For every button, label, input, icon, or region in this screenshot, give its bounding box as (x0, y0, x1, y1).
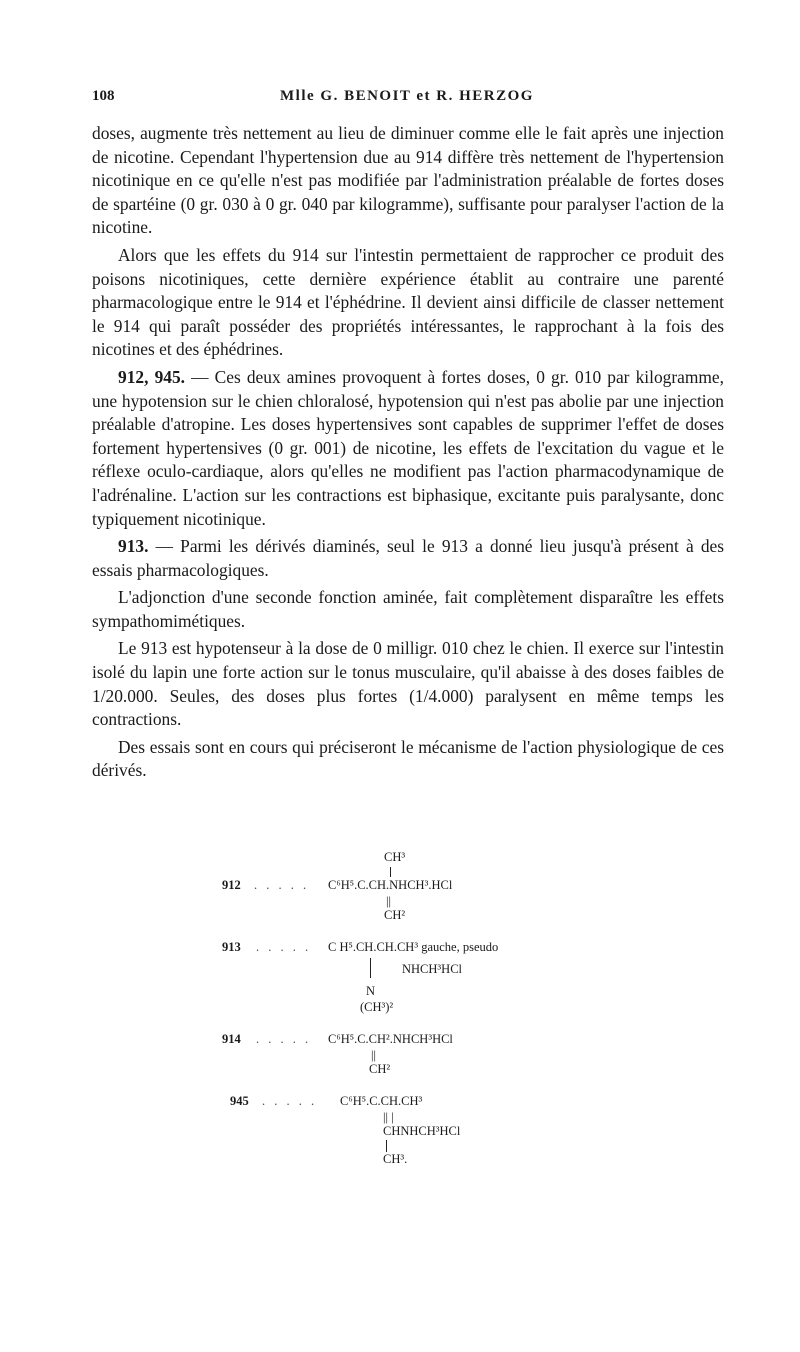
formula-912-label: 912 (222, 878, 241, 892)
leader-dots: . . . . . (254, 878, 310, 892)
running-title-authors: Mlle G. BENOIT et R. HERZOG (280, 88, 534, 104)
paragraph-913: 913. — Parmi les dérivés diaminés, seul le 913 a donné lieu jusqu'à présent à des essais pharmacologiques. (92, 536, 724, 580)
formula-914-ch2: CH² (369, 1062, 391, 1076)
paragraph: L'adjonction d'une seconde fonction aminée, fait complètement disparaître les effets sympathomimétiques. (92, 587, 724, 631)
formula-914-double-bond: || (371, 1048, 377, 1062)
formula-913-main: C H⁵.CH.CH.CH³ gauche, pseudo (328, 940, 499, 954)
formula-914-main: C⁶H⁵.C.CH².NHCH³HCl (328, 1032, 453, 1046)
formula-913-dimethyl: (CH³)² (360, 1000, 394, 1014)
formula-912-main: C⁶H⁵.C.CH.NHCH³.HCl (328, 878, 453, 892)
leader-dots: . . . . . (256, 1032, 312, 1046)
page-header (92, 88, 722, 110)
formula-913-n: N (366, 984, 376, 998)
section-lead: 913. (118, 536, 149, 557)
formula-912-ch2: CH² (384, 908, 406, 922)
formula-945-amine: CHNHCH³HCl (383, 1124, 461, 1138)
page-number: 108 (92, 88, 115, 104)
formula-912-top: CH³ (384, 850, 406, 864)
paragraph: Des essais sont en cours qui préciseront le mécanisme de l'action physiologique de ces dérivés. (92, 736, 724, 781)
leader-dots: . . . . . (262, 1094, 318, 1108)
paragraph-912-945: 912, 945. — Ces deux amines provoquent à fortes doses, 0 gr. 010 par kilogramme, une hypotension sur le chien chloralosé, hypotension qui n'est pas abolie par une injection préalable d'atropine. Les doses hypertensives sont capables de supprimer l'effet de doses fortement hypertensives (0 gr. 001) de nicotine, les effets de l'excitation du vague et le réflexe oculo-cardiaque, alors qu'elles ne modifient pas l'action pharmacodynamique de l'adrénaline. L'action sur les contractions est biphasique, excitante puis paralysante, donc typiquement nicotinique. (92, 366, 724, 529)
body-text (92, 122, 724, 787)
formula-945-label: 945 (230, 1094, 249, 1108)
bond-line (386, 1140, 387, 1152)
formula-945-ch3: CH³. (383, 1152, 408, 1166)
paragraph: Le 913 est hypotenseur à la dose de 0 milligr. 010 chez le chien. Il exerce sur l'intestin isolé du lapin une forte action sur le tonus musculaire, qu'il abaisse à des doses faibles de 1/20.000. Seules, des doses plus fortes (1/4.000) paralysent en même temps les contractions. (92, 638, 724, 730)
chemical-formulas (0, 850, 800, 1180)
formula-945-main: C⁶H⁵.C.CH.CH³ (340, 1094, 423, 1108)
paragraph: doses, augmente très nettement au lieu de diminuer comme elle le fait après une injection de nicotine. Cependant l'hypertension due au 914 diffère très nettement de l'hypertension nicotinique en ce qu'elle n'est pas modifiée par l'administration préalable de fortes doses de spartéine (0 gr. 030 à 0 gr. 040 par kilogramme), suffisante pour paralyser l'action de la nicotine. (92, 123, 724, 238)
formula-913-label: 913 (222, 940, 241, 954)
formula-913-amine: NHCH³HCl (402, 962, 463, 976)
bond-line (390, 867, 391, 877)
formula-914-label: 914 (222, 1032, 241, 1046)
bond-line (370, 958, 371, 978)
section-lead: 912, 945. (118, 366, 185, 387)
formula-912-double-bond: || (386, 894, 392, 908)
leader-dots: . . . . . (256, 940, 312, 954)
paragraph: Alors que les effets du 914 sur l'intestin permettaient de rapprocher ce produit des poisons nicotiniques, cette dernière expérience établit au contraire une parenté pharmacologique entre le 914 et l'éphédrine. Il devient ainsi difficile de classer nettement le 914 qui paraît posséder des propriétés intéressantes, le rapprochant à la fois des nicotines et des éphédrines. (92, 244, 724, 360)
formula-945-bonds: || | (383, 1110, 394, 1124)
